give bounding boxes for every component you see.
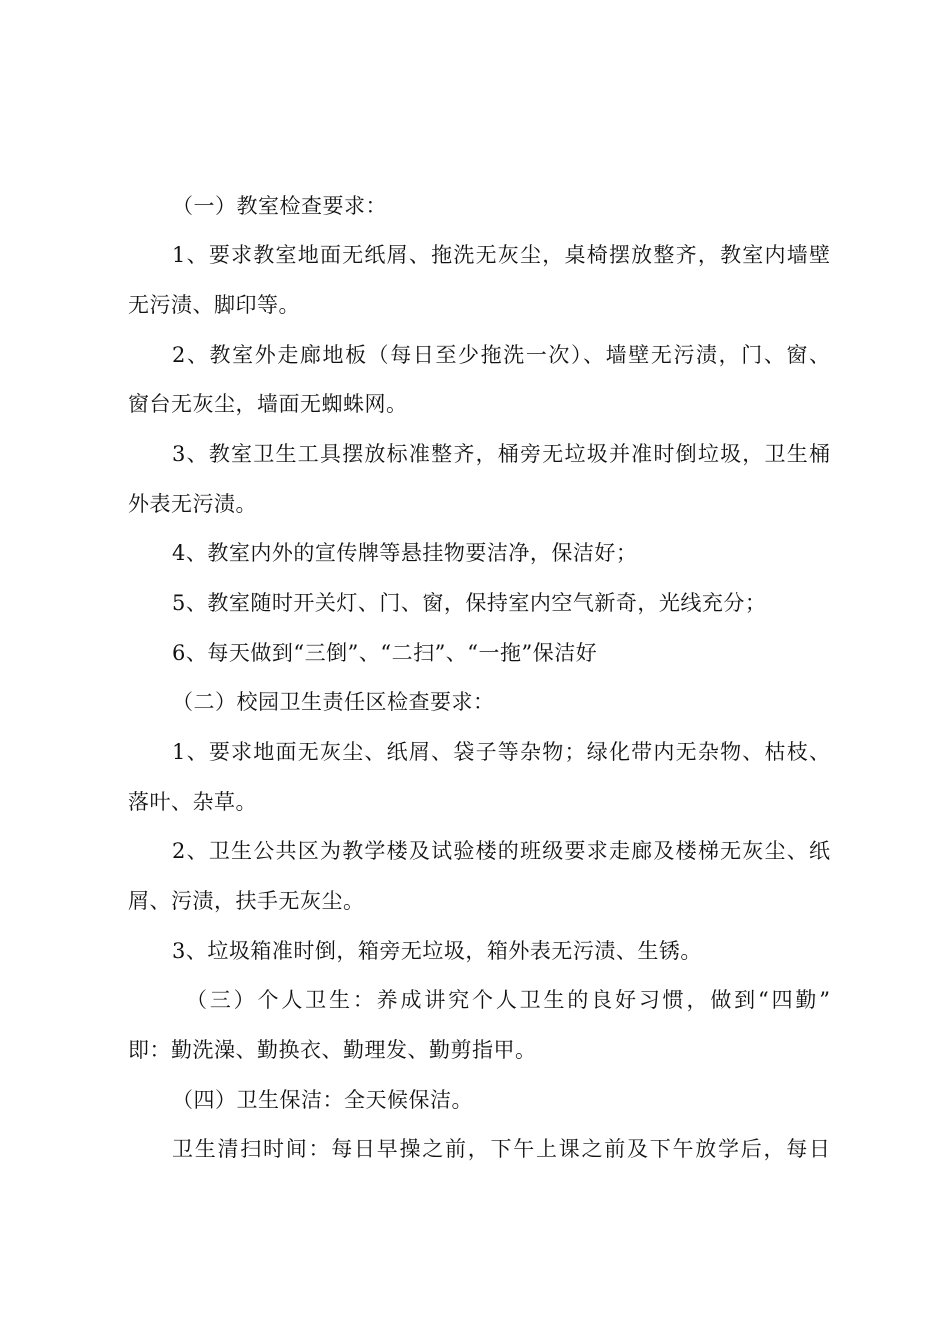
paragraph-line: 卫生清扫时间：每日早操之前，下午上课之前及下午放学后，每日 bbox=[172, 1137, 830, 1161]
paragraph-line: 2、卫生公共区为教学楼及试验楼的班级要求走廊及楼梯无灰尘、纸 bbox=[172, 839, 830, 863]
paragraph-line: 无污渍、脚印等。 bbox=[128, 293, 300, 317]
section-heading-campus: （二）校园卫生责任区检查要求： bbox=[172, 690, 495, 714]
paragraph-line: 4、教室内外的宣传牌等悬挂物要洁净，保洁好； bbox=[172, 541, 638, 565]
paragraph-line: 落叶、杂草。 bbox=[128, 790, 257, 814]
paragraph-line: 1、要求地面无灰尘、纸屑、袋子等杂物；绿化带内无杂物、枯枝、 bbox=[172, 740, 830, 764]
paragraph-line: 3、垃圾箱准时倒，箱旁无垃圾，箱外表无污渍、生锈。 bbox=[172, 939, 702, 963]
paragraph-line: 5、教室随时开关灯、门、窗，保持室内空气新奇，光线充分； bbox=[172, 591, 767, 615]
paragraph-line: 窗台无灰尘，墙面无蜘蛛网。 bbox=[128, 392, 408, 416]
section-heading-classroom: （一）教室检查要求： bbox=[172, 194, 387, 218]
paragraph-line: 屑、污渍，扶手无灰尘。 bbox=[128, 889, 365, 913]
paragraph-line: 外表无污渍。 bbox=[128, 492, 257, 516]
paragraph-line: 即：勤洗澡、勤换衣、勤理发、勤剪指甲。 bbox=[128, 1038, 537, 1062]
section-heading-personal: （三）个人卫生：养成讲究个人卫生的良好习惯，做到“四勤” bbox=[186, 988, 830, 1012]
paragraph-line: 3、教室卫生工具摆放标准整齐，桶旁无垃圾并准时倒垃圾，卫生桶 bbox=[172, 442, 830, 466]
paragraph-line: 6、每天做到“三倒”、“二扫”、“一拖”保洁好 bbox=[172, 641, 598, 665]
paragraph-line: 2、教室外走廊地板（每日至少拖洗一次）、墙壁无污渍，门、窗、 bbox=[172, 343, 830, 367]
section-heading-cleaning: （四）卫生保洁：全天候保洁。 bbox=[172, 1088, 473, 1112]
paragraph-line: 1、要求教室地面无纸屑、拖洗无灰尘，桌椅摆放整齐，教室内墙壁 bbox=[172, 243, 830, 267]
